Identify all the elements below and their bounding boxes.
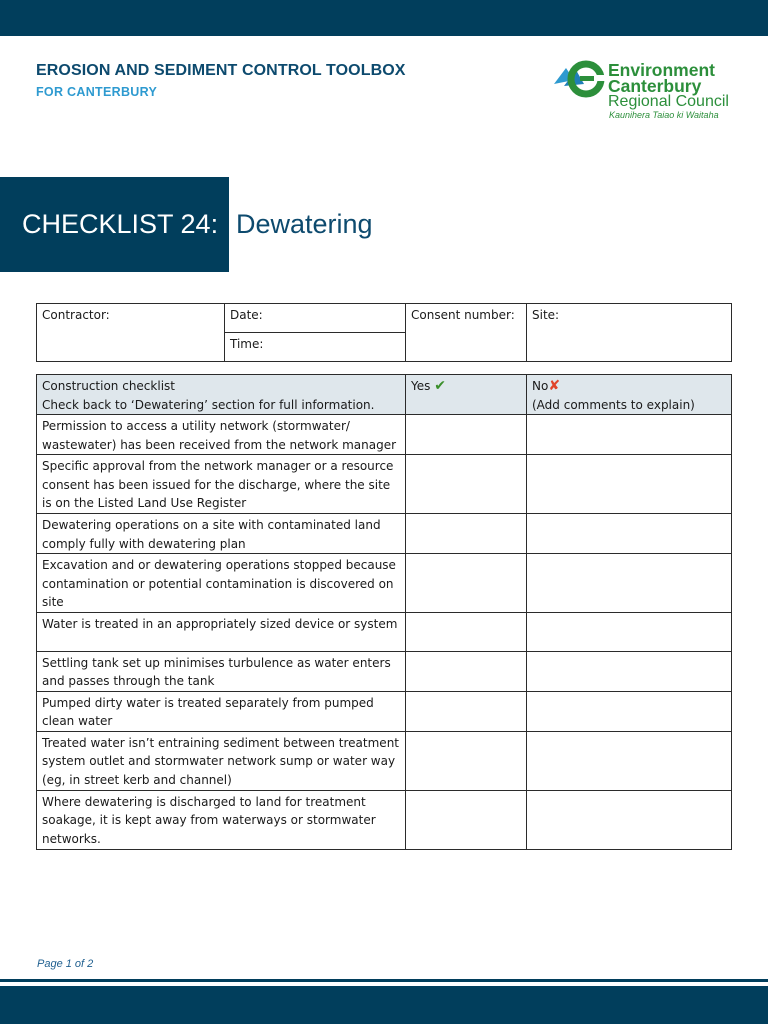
logo-mark-icon bbox=[552, 60, 608, 100]
consent-number-field[interactable] bbox=[406, 304, 527, 362]
checklist-item-text: Water is treated in an appropriately sized device or system bbox=[37, 612, 406, 651]
construction-checklist-table bbox=[36, 374, 732, 850]
site-field[interactable] bbox=[527, 304, 732, 362]
checklist-item-text: Settling tank set up minimises turbulence as water enters and passes through the tank bbox=[37, 651, 406, 691]
yes-cell[interactable] bbox=[406, 790, 527, 849]
logo-text-line3: Regional Council bbox=[608, 93, 729, 110]
checklist-name: Dewatering bbox=[236, 209, 373, 239]
checklist-item-text: Treated water isn’t entraining sediment between treatment system outlet and stormwater network sump or water way (eg, in street kerb and channel) bbox=[37, 731, 406, 790]
contractor-field[interactable] bbox=[37, 304, 225, 362]
checklist-heading-cell bbox=[37, 375, 406, 415]
yes-cell[interactable] bbox=[406, 554, 527, 613]
yes-cell[interactable] bbox=[406, 514, 527, 554]
logo-text-line2: Canterbury bbox=[608, 76, 702, 96]
toolbox-subtitle: FOR CANTERBURY bbox=[36, 85, 158, 99]
checklist-row bbox=[37, 415, 732, 455]
no-cell[interactable] bbox=[527, 455, 732, 514]
checklist-header-row bbox=[37, 375, 732, 415]
yes-label: Yes bbox=[411, 379, 431, 393]
checklist-heading-note: Check back to ‘Dewatering’ section for full information. bbox=[42, 397, 375, 412]
no-cell[interactable] bbox=[527, 731, 732, 790]
no-column-header bbox=[527, 375, 732, 415]
checklist-row bbox=[37, 691, 732, 731]
checklist-item-text: Dewatering operations on a site with contaminated land comply fully with dewatering plan bbox=[37, 514, 406, 554]
date-field[interactable] bbox=[225, 304, 406, 333]
yes-cell[interactable] bbox=[406, 731, 527, 790]
no-comment-hint: (Add comments to explain) bbox=[532, 397, 695, 412]
date-label: Date: bbox=[230, 308, 263, 322]
checklist-item-text: Permission to access a utility network (stormwater/ wastewater) has been received from the network manager bbox=[37, 415, 406, 455]
no-cell[interactable] bbox=[527, 651, 732, 691]
no-cell[interactable] bbox=[527, 554, 732, 613]
no-cell[interactable] bbox=[527, 790, 732, 849]
no-cell[interactable] bbox=[527, 612, 732, 651]
yes-cell[interactable] bbox=[406, 651, 527, 691]
checklist-item-text: Pumped dirty water is treated separately from pumped clean water bbox=[37, 691, 406, 731]
consent-number-label: Consent number: bbox=[411, 308, 515, 322]
checklist-item-text: Excavation and or dewatering operations stopped because contamination or potential contamination is discovered on site bbox=[37, 554, 406, 613]
toolbox-title: EROSION AND SEDIMENT CONTROL TOOLBOX bbox=[36, 62, 406, 79]
checklist-row bbox=[37, 790, 732, 849]
checklist-row bbox=[37, 612, 732, 651]
no-label: No bbox=[532, 379, 549, 393]
footer-divider bbox=[0, 979, 768, 982]
yes-cell[interactable] bbox=[406, 691, 527, 731]
yes-cell[interactable] bbox=[406, 415, 527, 455]
logo-text-line1: Environment bbox=[608, 60, 715, 80]
yes-cell[interactable] bbox=[406, 612, 527, 651]
checklist-row bbox=[37, 455, 732, 514]
check-mark-icon: ✔ bbox=[434, 378, 446, 394]
cross-mark-icon: ✘ bbox=[548, 378, 561, 394]
yes-column-header bbox=[406, 375, 527, 415]
checklist-row bbox=[37, 651, 732, 691]
contractor-label: Contractor: bbox=[42, 308, 110, 322]
environment-canterbury-logo bbox=[552, 60, 742, 126]
checklist-row bbox=[37, 731, 732, 790]
checklist-heading: Construction checklist bbox=[42, 379, 175, 393]
checklist-row bbox=[37, 514, 732, 554]
checklist-item-text: Specific approval from the network manager or a resource consent has been issued for the discharge, where the site is on the Listed Land Use Register bbox=[37, 455, 406, 514]
checklist-row bbox=[37, 554, 732, 613]
top-banner-bar bbox=[0, 0, 768, 36]
time-label: Time: bbox=[230, 337, 264, 351]
page-number: Page 1 of 2 bbox=[37, 958, 94, 970]
bottom-banner-bar bbox=[0, 986, 768, 1024]
site-label: Site: bbox=[532, 308, 560, 322]
logo-tagline: Kaunihera Taiao ki Waitaha bbox=[609, 110, 719, 120]
no-cell[interactable] bbox=[527, 514, 732, 554]
no-cell[interactable] bbox=[527, 691, 732, 731]
site-info-table bbox=[36, 303, 732, 362]
checklist-number: CHECKLIST 24: bbox=[22, 209, 219, 239]
no-cell[interactable] bbox=[527, 415, 732, 455]
yes-cell[interactable] bbox=[406, 455, 527, 514]
time-field[interactable] bbox=[225, 333, 406, 362]
checklist-item-text: Where dewatering is discharged to land for treatment soakage, it is kept away from waterways or stormwater networks. bbox=[37, 790, 406, 849]
